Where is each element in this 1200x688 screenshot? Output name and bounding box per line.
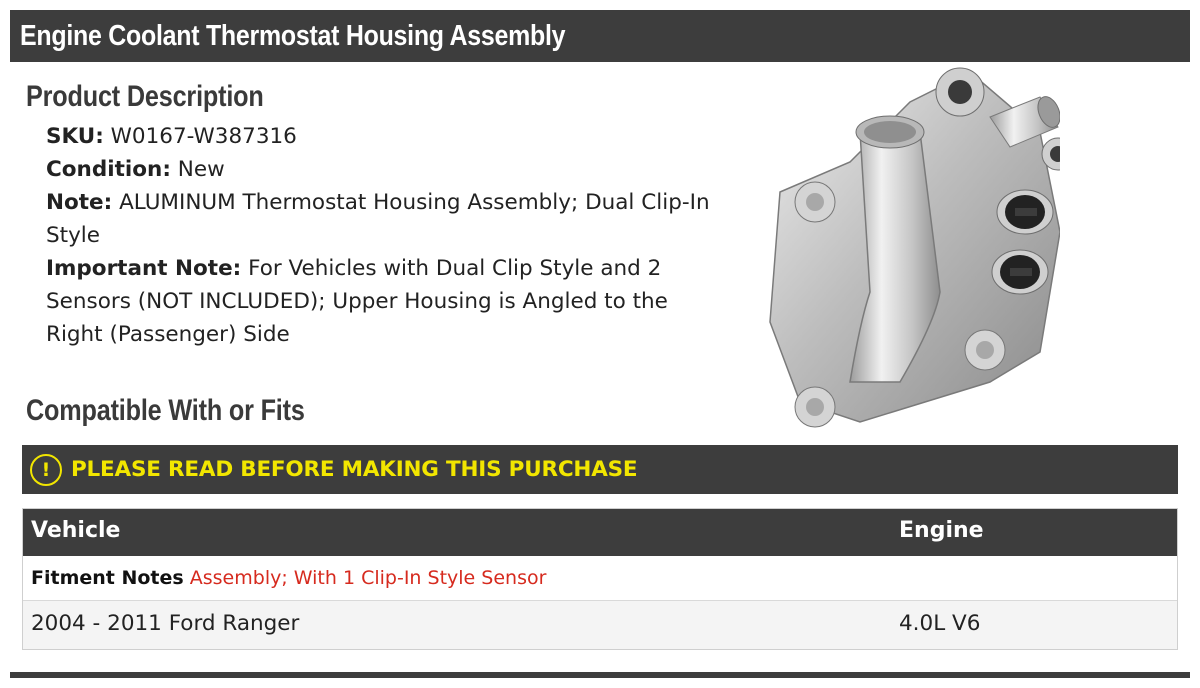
purchase-warning-banner	[22, 445, 1178, 494]
engine-column-header: Engine	[899, 518, 984, 543]
sku-value: W0167-W387316	[110, 124, 297, 149]
note-label: Note:	[46, 190, 113, 215]
warning-text: PLEASE READ BEFORE MAKING THIS PURCHASE	[71, 457, 638, 482]
fitment-notes-label: Fitment Notes	[31, 567, 184, 589]
fitment-table-header	[23, 509, 1177, 556]
condition-line	[46, 153, 726, 186]
bottom-divider	[10, 672, 1190, 678]
fitment-table	[22, 508, 1178, 650]
sku-label: SKU:	[46, 124, 104, 149]
vehicle-column-header: Vehicle	[31, 518, 121, 543]
thermostat-housing-photo	[740, 62, 1060, 442]
table-row	[23, 601, 1177, 649]
vehicle-cell: 2004 - 2011 Ford Ranger	[31, 611, 300, 636]
condition-value: New	[177, 157, 225, 182]
fitment-notes-value: Assembly; With 1 Clip-In Style Sensor	[189, 567, 547, 589]
page-title-bar	[10, 10, 1190, 62]
product-description	[46, 120, 726, 351]
compatible-heading: Compatible With or Fits	[26, 394, 305, 427]
condition-label: Condition:	[46, 157, 171, 182]
important-note-line	[46, 252, 726, 351]
important-note-label: Important Note:	[46, 256, 242, 281]
sku-line	[46, 120, 726, 153]
fitment-notes-row	[23, 556, 1177, 601]
note-line	[46, 186, 726, 252]
important-note-value: For Vehicles with Dual Clip Style and 2 Sensors (NOT INCLUDED); Upper Housing is Angled to the Right (Passenger) Side	[46, 256, 668, 347]
note-value: ALUMINUM Thermostat Housing Assembly; Dual Clip-In Style	[46, 190, 710, 248]
page-title: Engine Coolant Thermostat Housing Assembly	[20, 20, 566, 52]
warning-icon: !	[30, 454, 62, 486]
engine-cell: 4.0L V6	[899, 611, 981, 636]
product-description-heading: Product Description	[26, 80, 264, 113]
